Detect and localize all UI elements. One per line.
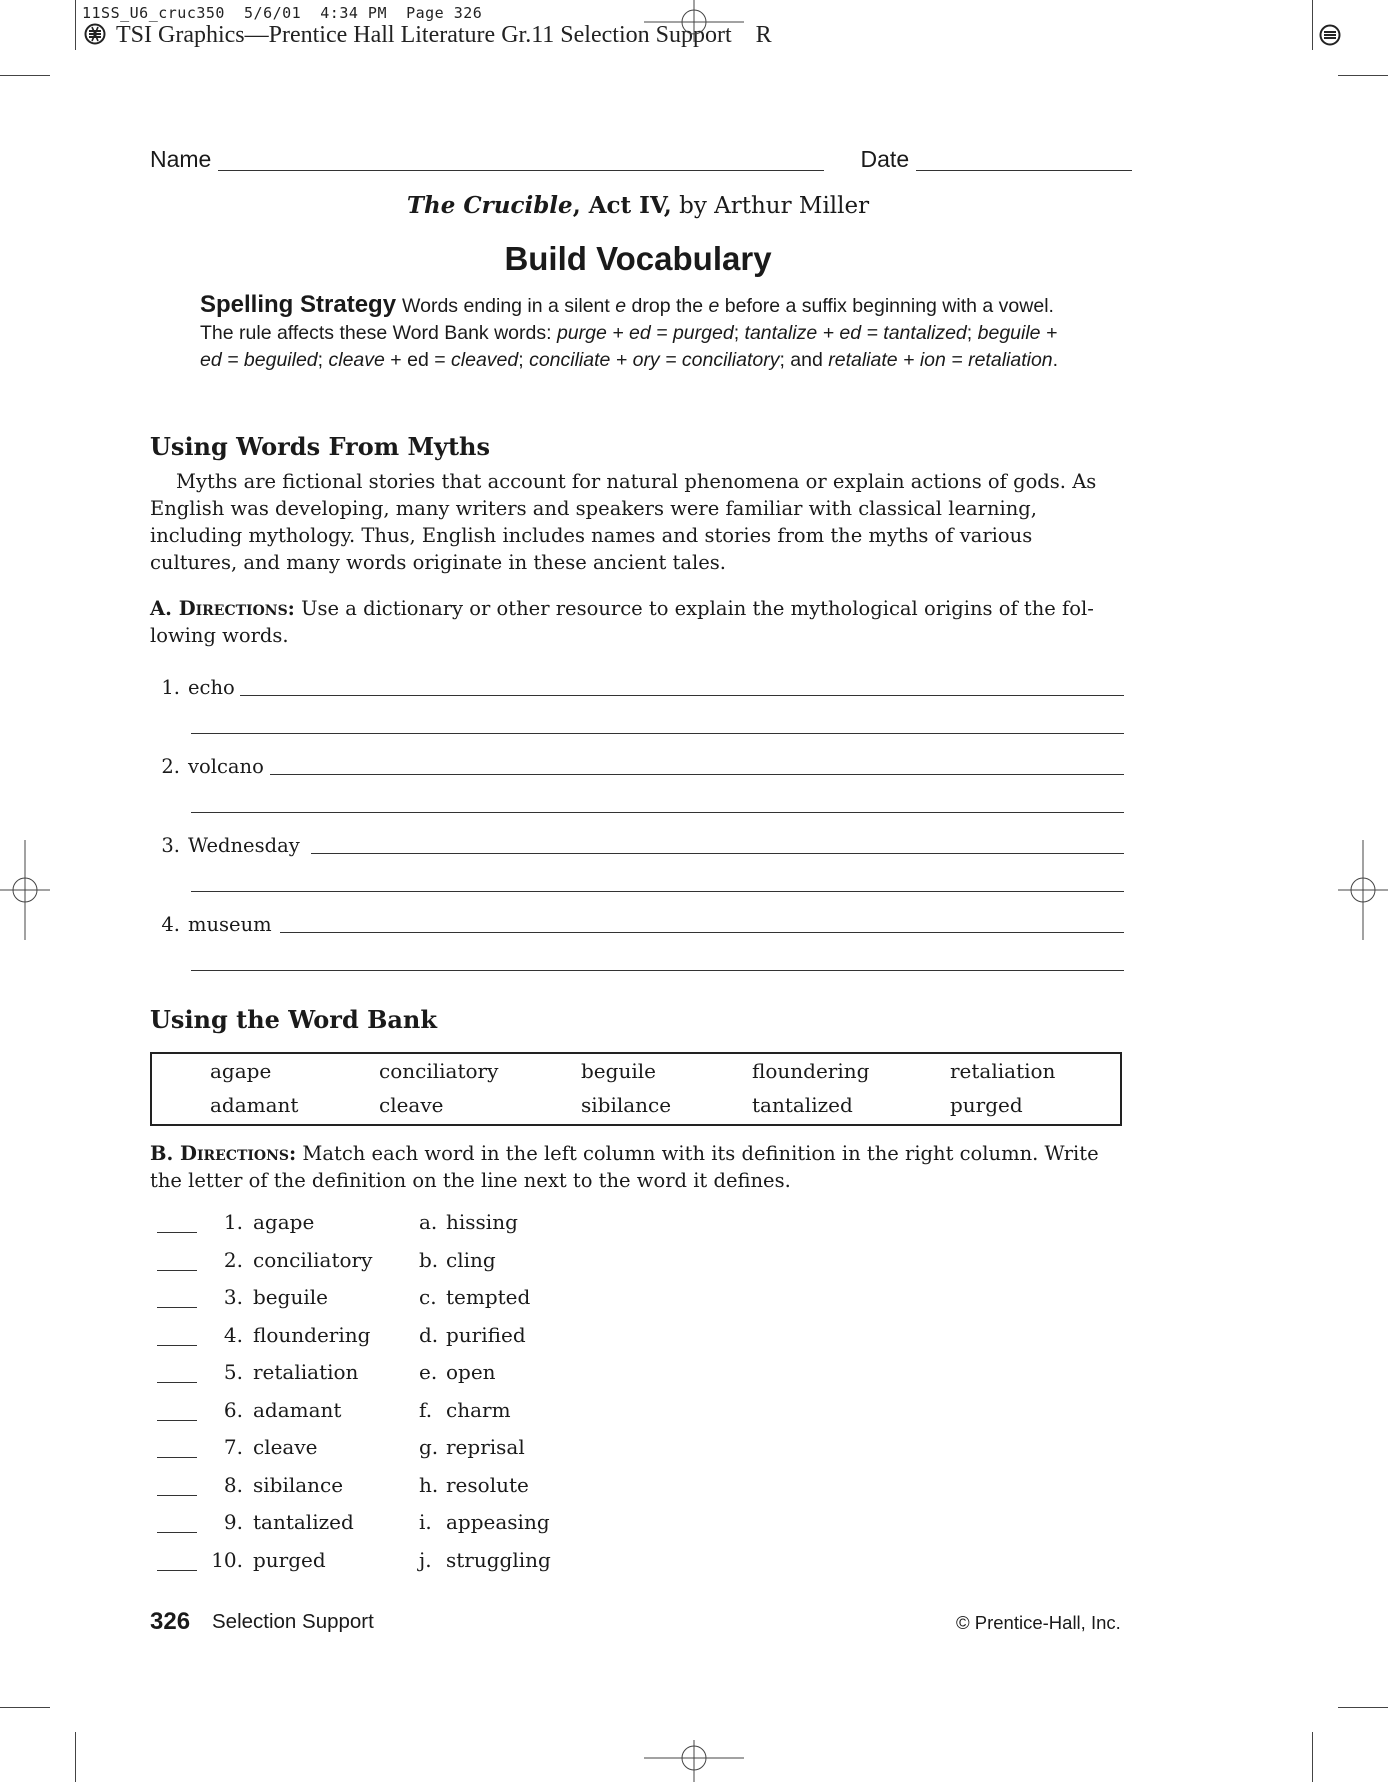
answer-line[interactable]	[191, 950, 1124, 971]
print-header: TSI Graphics—Prentice Hall Literature Gr.11 Selection Support R	[84, 22, 772, 49]
registration-mark-icon	[1338, 840, 1388, 940]
answer-blank[interactable]	[157, 1514, 197, 1533]
word-bank-box	[150, 1052, 1122, 1126]
crop-mark	[0, 1707, 50, 1708]
answer-line[interactable]	[240, 675, 1124, 696]
crop-mark	[1338, 75, 1388, 76]
matching-row: 4. floundering d. purified	[157, 1323, 526, 1349]
answer-blank[interactable]	[157, 1477, 197, 1496]
crop-mark	[1312, 0, 1313, 50]
page-title: Build Vocabulary	[504, 240, 772, 277]
answer-line[interactable]	[270, 754, 1124, 775]
page-number: 326	[150, 1608, 191, 1635]
answer-blank[interactable]	[157, 1289, 197, 1308]
wordbank-word: cleave	[379, 1093, 444, 1117]
date-field[interactable]	[916, 148, 1132, 171]
answer-line[interactable]	[191, 871, 1124, 892]
myths-paragraph: Myths are fictional stories that account for natural phenomena or explain actions of gods. As English was developing, many writers and speakers were familiar with classical learning, including mythology. Thus, English includes names and stories from the myths of various cultures, and many words originate in these ancient tales.	[150, 470, 1097, 574]
answer-line[interactable]	[311, 833, 1124, 854]
spelling-strategy: Spelling Strategy Words ending in a silent e drop the e before a suffix beginning with a vowel. The rule affects these Word Bank words: purge + ed = purged; tantalize + ed = tantalized; beguile + ed = beguiled; cleave + ed = cleaved; conciliate + ory = conciliatory; and retaliate + ion = retaliation.	[200, 291, 1059, 371]
publisher-logo-icon	[84, 23, 106, 45]
name-field[interactable]	[218, 148, 824, 171]
matching-row: 5. retaliation e. open	[157, 1360, 496, 1386]
directions-b: B. Directions: Match each word in the left column with its definition in the right column. Write the letter of the definition on the line next to the word it defines.	[150, 1142, 1099, 1192]
matching-row: 7. cleave g. reprisal	[157, 1435, 525, 1461]
registration-mark-icon	[644, 1740, 744, 1782]
print-slug: 11SS_U6_cruc350 5/6/01 4:34 PM Page 326	[82, 4, 483, 22]
matching-row: 6. adamant f. charm	[157, 1398, 511, 1424]
answer-blank[interactable]	[157, 1327, 197, 1346]
answer-line[interactable]	[191, 792, 1124, 813]
matching-row: 3. beguile c. tempted	[157, 1285, 530, 1311]
matching-row: 9. tantalized i. appeasing	[157, 1510, 550, 1536]
registration-mark-icon	[0, 840, 50, 940]
answer-line[interactable]	[191, 713, 1124, 734]
matching-row: 1. agape a. hissing	[157, 1210, 518, 1236]
answer-line[interactable]	[280, 912, 1124, 933]
wordbank-word: floundering	[752, 1059, 870, 1083]
directions-a: A. Directions: Use a dictionary or other resource to explain the mythological origins of the following words.	[150, 597, 1094, 647]
date-label: Date	[860, 146, 910, 172]
wordbank-word: retaliation	[950, 1059, 1056, 1083]
myth-item: 2. volcano	[161, 755, 264, 778]
matching-row: 8. sibilance h. resolute	[157, 1473, 529, 1499]
wordbank-word: sibilance	[581, 1093, 672, 1117]
myths-heading: Using Words From Myths	[150, 432, 491, 461]
answer-blank[interactable]	[157, 1364, 197, 1383]
matching-row: 2. conciliatory b. cling	[157, 1248, 496, 1274]
answer-blank[interactable]	[157, 1552, 197, 1571]
crop-mark	[75, 0, 76, 50]
myth-item: 4. museum	[161, 913, 272, 936]
wordbank-word: adamant	[210, 1093, 299, 1117]
registration-mark-icon	[644, 0, 744, 42]
answer-blank[interactable]	[157, 1214, 197, 1233]
crop-mark	[1338, 1707, 1388, 1708]
answer-blank[interactable]	[157, 1402, 197, 1421]
wordbank-word: agape	[210, 1059, 272, 1083]
publisher-logo-icon-right	[1319, 24, 1341, 46]
wordbank-word: purged	[950, 1093, 1023, 1117]
footer-label: Selection Support	[212, 1610, 374, 1633]
crop-mark	[0, 75, 50, 76]
name-label: Name	[150, 146, 212, 172]
crop-mark	[75, 1732, 76, 1782]
myth-item: 1. echo	[161, 676, 235, 699]
wordbank-word: conciliatory	[379, 1059, 499, 1083]
wordbank-word: tantalized	[752, 1093, 853, 1117]
name-date-row	[150, 146, 1132, 173]
copyright: © Prentice-Hall, Inc.	[956, 1612, 1121, 1633]
crop-mark	[1312, 1732, 1313, 1782]
answer-blank[interactable]	[157, 1439, 197, 1458]
matching-row: 10. purged j. struggling	[157, 1548, 551, 1574]
selection-title: The Crucible, Act IV, by Arthur Miller	[406, 192, 870, 219]
answer-blank[interactable]	[157, 1252, 197, 1271]
wordbank-heading: Using the Word Bank	[150, 1005, 438, 1034]
wordbank-word: beguile	[581, 1059, 656, 1083]
myth-item: 3. Wednesday	[161, 834, 300, 857]
